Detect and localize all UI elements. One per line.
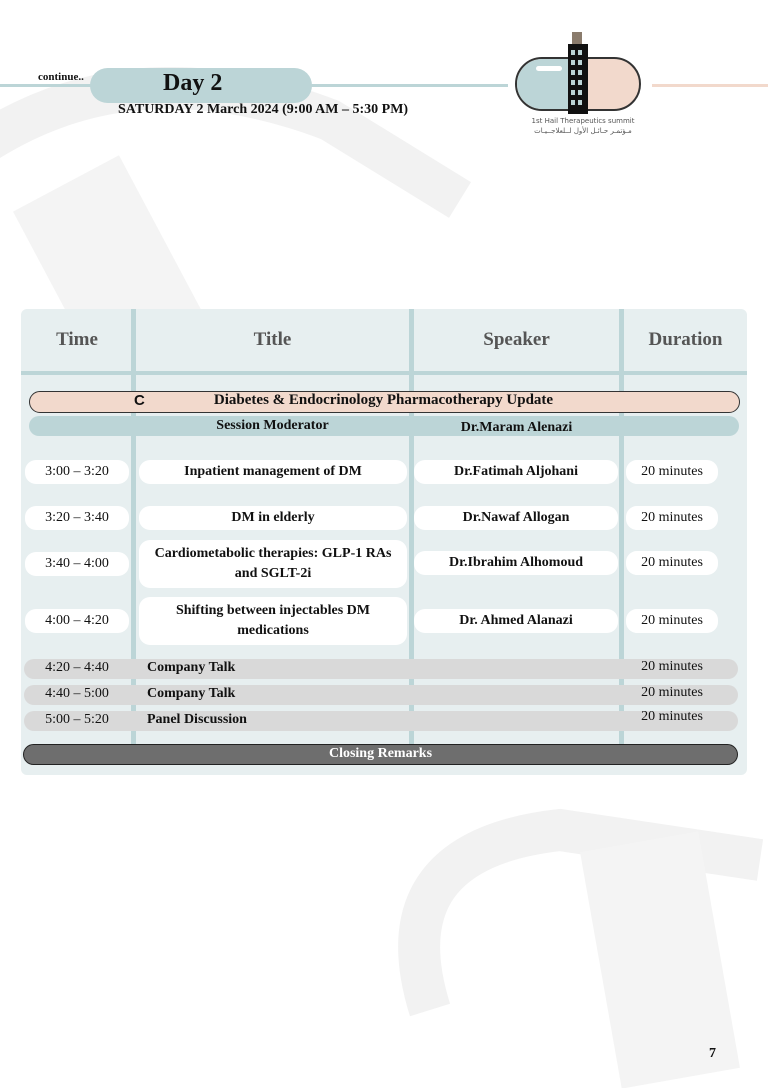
- moderator-name: Dr.Maram Alenazi: [460, 420, 573, 435]
- header-row-divider: [21, 371, 747, 375]
- talk-1-speaker: Dr.Fatimah Aljohani: [414, 460, 618, 484]
- talk-2-duration: 20 minutes: [626, 506, 718, 530]
- other-row-2-duration: 20 minutes: [641, 685, 703, 700]
- talk-1-time: 3:00 – 3:20: [25, 460, 129, 484]
- other-row-3-time: 5:00 – 5:20: [45, 712, 109, 727]
- talk-4-speaker: Dr. Ahmed Alanazi: [414, 609, 618, 633]
- continue-label: continue..: [38, 71, 84, 83]
- date-line: SATURDAY 2 March 2024 (9:00 AM – 5:30 PM): [118, 102, 409, 117]
- talk-3-speaker: Dr.Ibrahim Alhomoud: [414, 551, 618, 575]
- other-row-1-time: 4:20 – 4:40: [45, 660, 109, 675]
- talk-2-title: DM in elderly: [139, 506, 407, 530]
- logo-caption-en: 1st Hail Therapeutics summit: [531, 117, 635, 125]
- other-row-3-duration: 20 minutes: [641, 709, 703, 724]
- talk-1-duration: 20 minutes: [626, 460, 718, 484]
- moderator-label: Session Moderator: [216, 418, 329, 433]
- column-header-duration: Duration: [648, 329, 723, 350]
- other-row-2-time: 4:40 – 5:00: [45, 686, 109, 701]
- talk-1-title: Inpatient management of DM: [139, 460, 407, 484]
- column-header-title: Title: [253, 329, 292, 350]
- talk-3-title: Cardiometabolic therapies: GLP-1 RAs and SGLT-2i: [139, 540, 407, 588]
- session-code: C: [134, 392, 145, 409]
- talk-4-time: 4:00 – 4:20: [25, 609, 129, 633]
- talk-3-time: 3:40 – 4:00: [25, 552, 129, 576]
- header-rule-middle: [310, 84, 508, 87]
- session-title: Diabetes & Endocrinology Pharmacotherapy Update: [213, 392, 554, 408]
- logo-caption-ar: مـؤتمـر حـائـل الأول لــلعلاجــيـات: [534, 127, 632, 135]
- page-number: 7: [709, 1046, 716, 1061]
- talk-3-duration: 20 minutes: [626, 551, 718, 575]
- other-row-2-title: Company Talk: [147, 686, 236, 701]
- other-row-1-duration: 20 minutes: [641, 659, 703, 674]
- column-header-speaker: Speaker: [483, 329, 550, 350]
- talk-4-title: Shifting between injectables DM medications: [139, 597, 407, 645]
- column-header-time: Time: [56, 329, 98, 350]
- header-rule-right: [652, 84, 768, 87]
- talk-4-duration: 20 minutes: [626, 609, 718, 633]
- other-row-3-title: Panel Discussion: [147, 712, 247, 727]
- talk-2-time: 3:20 – 3:40: [25, 506, 129, 530]
- day-title: Day 2: [163, 70, 223, 96]
- closing-remarks: Closing Remarks: [328, 746, 433, 761]
- other-row-1-title: Company Talk: [147, 660, 236, 675]
- talk-2-speaker: Dr.Nawaf Allogan: [414, 506, 618, 530]
- header-rule-left: [0, 84, 92, 87]
